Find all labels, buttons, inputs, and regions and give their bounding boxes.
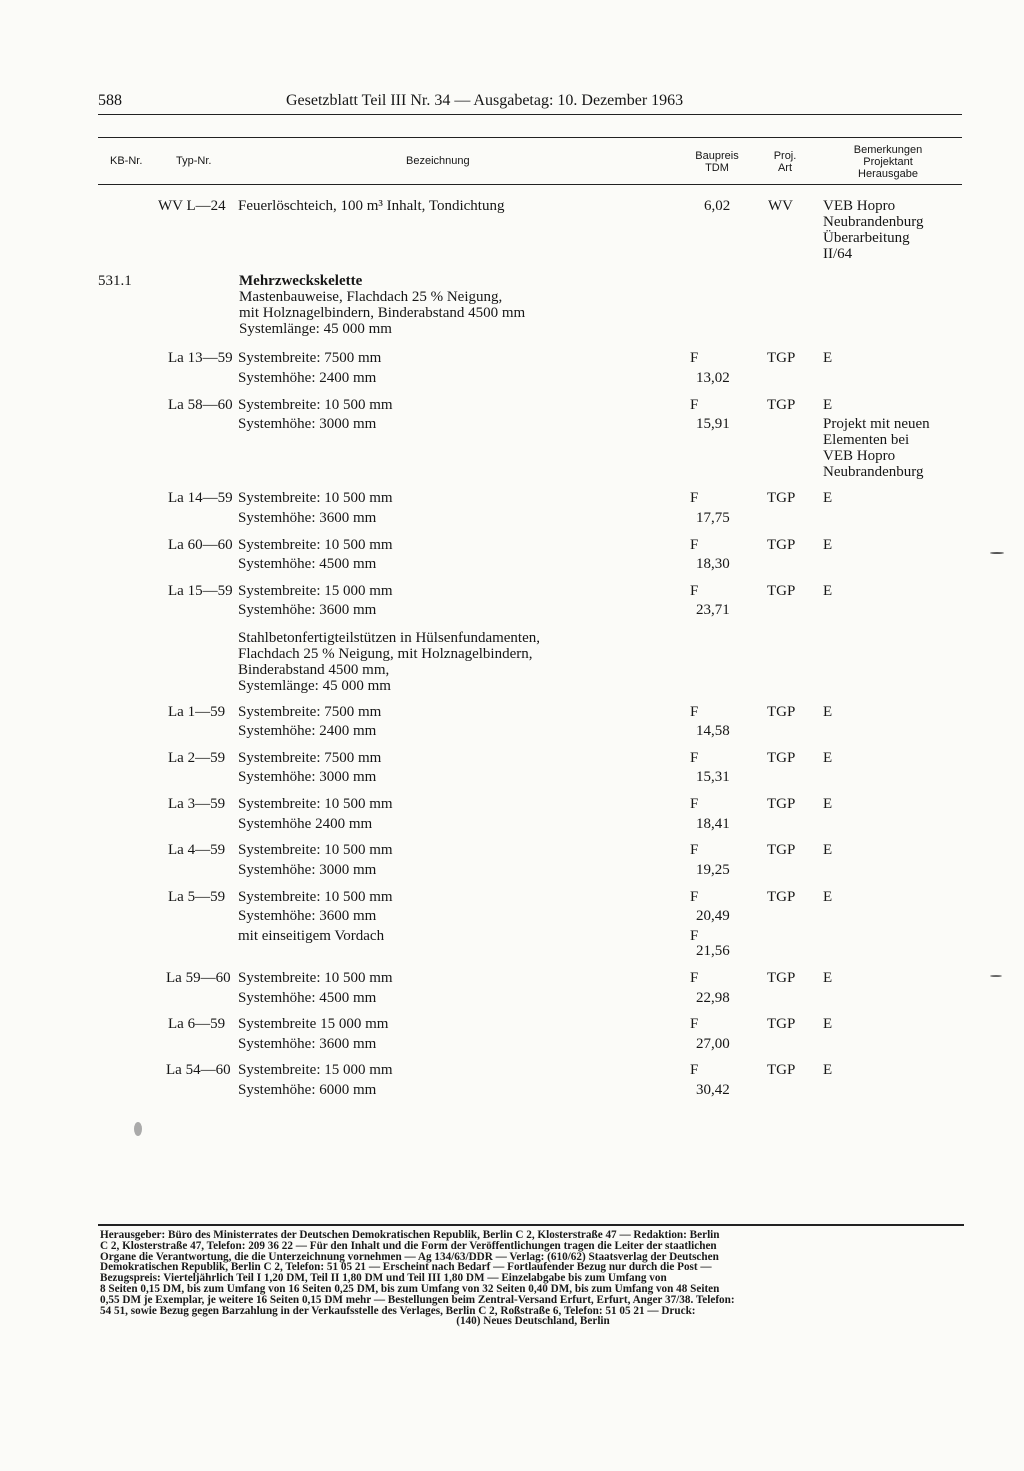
- row-bem: E: [823, 842, 833, 858]
- col-bemerkungen-line2: Projektant: [863, 156, 913, 168]
- row-art: TGP: [767, 842, 796, 858]
- row-line2: Systemhöhe: 6000 mm: [238, 1082, 377, 1098]
- row-typ: La 13—59: [168, 350, 233, 366]
- row-art: TGP: [767, 350, 796, 366]
- section-stahl-text: [238, 630, 540, 694]
- colhead-bottom-rule: [98, 184, 962, 185]
- col-bemerkungen-line3: Herausgabe: [858, 168, 918, 180]
- row-line2: Systemhöhe: 3600 mm: [238, 908, 377, 924]
- col-baupreis-line2: TDM: [705, 162, 729, 174]
- section-531-line: Mastenbauweise, Flachdach 25 % Neigung,: [239, 289, 503, 305]
- wvl24-bemerkung-line: VEB Hopro: [823, 198, 896, 214]
- section-531-line: mit Holznagelbindern, Binderabstand 4500 mm: [239, 305, 526, 321]
- row-f: F: [690, 397, 699, 413]
- row-f: F: [690, 1016, 699, 1032]
- row-line2: Systemhöhe: 2400 mm: [238, 723, 377, 739]
- la5860-note-line: Elementen bei: [823, 432, 910, 448]
- footer-line: C 2, Klosterstraße 47, Telefon: 209 36 22 — Für den Inhalt und die Form der Veröffentlichungen tragen die Leiter der staatlichen: [100, 1239, 717, 1252]
- row-typ: La 5—59: [168, 889, 226, 905]
- col-proj-art-line2: Art: [777, 162, 793, 174]
- row-f: F: [690, 750, 699, 766]
- row-typ: La 54—60: [166, 1062, 231, 1078]
- row-typ: La 6—59: [168, 1016, 226, 1032]
- row-typ: La 15—59: [168, 583, 233, 599]
- row-f: F: [690, 796, 699, 812]
- section-531-line: Systemlänge: 45 000 mm: [239, 321, 392, 337]
- row-f: F: [690, 490, 699, 506]
- row-preis: 18,30: [696, 556, 730, 572]
- row-line2: Systemhöhe 2400 mm: [238, 816, 373, 832]
- row-art: TGP: [767, 490, 796, 506]
- row-line1: Systembreite: 10 500 mm: [238, 889, 393, 905]
- row-bem: E: [823, 889, 833, 905]
- row-line1: Systembreite: 7500 mm: [238, 750, 382, 766]
- la5860-note-line: Neubrandenburg: [823, 464, 924, 480]
- row-art: TGP: [767, 397, 796, 413]
- row-line1: Systembreite: 10 500 mm: [238, 970, 393, 986]
- row-line2: Systemhöhe: 3600 mm: [238, 510, 377, 526]
- la5860-note-line: Projekt mit neuen: [823, 416, 930, 432]
- row-typ: La 58—60: [168, 397, 233, 413]
- row-preis: 19,25: [696, 862, 730, 878]
- kb-nr-531: 531.1: [98, 273, 132, 289]
- row-line2: Systemhöhe: 3600 mm: [238, 1036, 377, 1052]
- wvl24-bemerkung-line: II/64: [823, 246, 853, 262]
- row-line1: Systembreite: 10 500 mm: [238, 537, 393, 553]
- row-preis: 22,98: [696, 990, 730, 1006]
- row-bem: E: [823, 796, 833, 812]
- col-proj-art-line1: Proj.: [773, 150, 797, 162]
- row-art: TGP: [767, 970, 796, 986]
- row-bem: E: [823, 704, 833, 720]
- section-531-title: Mehrzweckskelette: [239, 273, 363, 289]
- row-preis: 23,71: [696, 602, 730, 618]
- row-bem: E: [823, 490, 833, 506]
- scan-speck: [990, 552, 1004, 554]
- row-typ: La 59—60: [166, 970, 231, 986]
- row-bem: E: [823, 970, 833, 986]
- col-bemerkungen: [838, 144, 938, 180]
- row-line2: Systemhöhe: 2400 mm: [238, 370, 377, 386]
- wvl24-bemerkung-line: Überarbeitung: [823, 230, 910, 246]
- scan-speck: [990, 975, 1002, 977]
- row-bem: E: [823, 537, 833, 553]
- section-stahl-line: Flachdach 25 % Neigung, mit Holznagelbindern,: [238, 646, 533, 662]
- wvl24-bezeichnung: Feuerlöschteich, 100 m³ Inhalt, Tondichtung: [238, 198, 505, 214]
- row-line1: Systembreite 15 000 mm: [238, 1016, 389, 1032]
- row-line1: Systembreite: 7500 mm: [238, 350, 382, 366]
- row-bem: E: [823, 1016, 833, 1032]
- row-f: F: [690, 889, 699, 905]
- row-typ: La 3—59: [168, 796, 226, 812]
- section-stahl-line: Stahlbetonfertigteilstützen in Hülsenfundamenten,: [238, 630, 541, 646]
- row-line2: Systemhöhe: 3000 mm: [238, 769, 377, 785]
- col-typ-nr: Typ-Nr.: [176, 155, 212, 167]
- colhead-top-rule: [98, 137, 962, 138]
- footer-last-line: (140) Neues Deutschland, Berlin: [456, 1315, 610, 1328]
- header-rule: [98, 114, 962, 115]
- row-line1: Systembreite: 10 500 mm: [238, 796, 393, 812]
- col-kb-nr: KB-Nr.: [110, 155, 143, 167]
- col-baupreis: [682, 150, 752, 174]
- footer-line: 0,55 DM je Exemplar, je weitere 16 Seiten 0,15 DM mehr — Bestellungen beim Zentral-Versand Erfurt, Erfurt, Anger 37/38. Telefon:: [100, 1293, 735, 1306]
- row-bem: E: [823, 397, 833, 413]
- scan-speck: [134, 1122, 142, 1136]
- row-art: TGP: [767, 889, 796, 905]
- row-typ: La 14—59: [168, 490, 233, 506]
- row-f: F: [690, 1062, 699, 1078]
- col-proj-art: [762, 150, 808, 174]
- row-typ: La 60—60: [168, 537, 233, 553]
- row-line2: Systemhöhe: 4500 mm: [238, 990, 377, 1006]
- row-art: TGP: [767, 537, 796, 553]
- row-line1: Systembreite: 15 000 mm: [238, 583, 393, 599]
- page-number: 588: [98, 92, 122, 109]
- row-f: F: [690, 704, 699, 720]
- row-line2: Systemhöhe: 3600 mm: [238, 602, 377, 618]
- row-typ: La 2—59: [168, 750, 226, 766]
- row-f: F: [690, 842, 699, 858]
- la5860-note: [823, 416, 930, 480]
- footer-line: Bezugspreis: Vierteljährlich Teil I 1,20 DM, Teil II 1,80 DM und Teil III 1,80 DM — Einzelabgabe bis zum Umfang von: [100, 1272, 667, 1285]
- row-preis: 15,91: [696, 416, 730, 432]
- row-preis: 15,31: [696, 769, 730, 785]
- footer-line: 8 Seiten 0,15 DM, bis zum Umfang von 16 Seiten 0,25 DM, bis zum Umfang von 32 Seiten 0,40 DM, bis zum Umfang von 48 Seiten: [100, 1282, 720, 1295]
- row-bem: E: [823, 583, 833, 599]
- wvl24-bemerkung: [823, 198, 924, 262]
- section-stahl-line: Binderabstand 4500 mm,: [238, 662, 390, 678]
- row-art: TGP: [767, 704, 796, 720]
- footer-rule: [98, 1224, 964, 1226]
- row-art: TGP: [767, 750, 796, 766]
- row-art: TGP: [767, 1062, 796, 1078]
- row-f: F: [690, 537, 699, 553]
- footer-line: Demokratischen Republik, Berlin C 2, Telefon: 51 05 21 — Erscheint nach Bedarf — Fortlaufender Bezug nur durch die Post —: [100, 1261, 712, 1274]
- row-bem: E: [823, 750, 833, 766]
- row-preis: 14,58: [696, 723, 730, 739]
- running-title: Gesetzblatt Teil III Nr. 34 — Ausgabetag: 10. Dezember 1963: [286, 92, 684, 109]
- row-typ: La 1—59: [168, 704, 226, 720]
- row-line1: Systembreite: 10 500 mm: [238, 490, 393, 506]
- row-art: TGP: [767, 796, 796, 812]
- col-baupreis-line1: Baupreis: [695, 150, 739, 162]
- section-531-text: [239, 289, 525, 337]
- row-preis: 27,00: [696, 1036, 730, 1052]
- wvl24-art: WV: [768, 198, 793, 214]
- la559-extra-text: mit einseitigem Vordach: [238, 928, 385, 944]
- row-preis: 17,75: [696, 510, 730, 526]
- row-art: TGP: [767, 1016, 796, 1032]
- row-art: TGP: [767, 583, 796, 599]
- la559-extra-f: F: [690, 928, 699, 944]
- row-preis: 20,49: [696, 908, 730, 924]
- wvl24-preis: 6,02: [704, 198, 731, 214]
- col-bemerkungen-line1: Bemerkungen: [853, 144, 923, 156]
- la559-extra-preis: 21,56: [696, 943, 730, 959]
- la5860-note-line: VEB Hopro: [823, 448, 896, 464]
- footer-line: Organe die Verantwortung, die die Unterzeichnung vornehmen — Ag 134/63/DDR — Verlag: (610/62) Staatsverlag der Deutschen: [100, 1250, 719, 1263]
- row-f: F: [690, 350, 699, 366]
- row-line2: Systemhöhe: 4500 mm: [238, 556, 377, 572]
- section-stahl-line: Systemlänge: 45 000 mm: [238, 678, 391, 694]
- wvl24-typ: WV L—24: [158, 198, 226, 214]
- row-line2: Systemhöhe: 3000 mm: [238, 416, 377, 432]
- imprint-footer: [100, 1230, 966, 1327]
- row-line1: Systembreite: 15 000 mm: [238, 1062, 393, 1078]
- row-line1: Systembreite: 10 500 mm: [238, 397, 393, 413]
- row-line2: Systemhöhe: 3000 mm: [238, 862, 377, 878]
- row-typ: La 4—59: [168, 842, 226, 858]
- footer-line: Herausgeber: Büro des Ministerrates der Deutschen Demokratischen Republik, Berlin C 2, Klosterstraße 47 — Redaktion: Berlin: [100, 1229, 720, 1241]
- footer-line: 54 51, sowie Bezug gegen Barzahlung in der Verkaufsstelle des Verlages, Berlin C 2, Roßstraße 6, Telefon: 51 05 21 — Druck:: [100, 1304, 696, 1317]
- row-preis: 30,42: [696, 1082, 730, 1098]
- col-bezeichnung: Bezeichnung: [406, 155, 470, 167]
- row-bem: E: [823, 1062, 833, 1078]
- wvl24-bemerkung-line: Neubrandenburg: [823, 214, 924, 230]
- row-line1: Systembreite: 7500 mm: [238, 704, 382, 720]
- row-preis: 13,02: [696, 370, 730, 386]
- row-bem: E: [823, 350, 833, 366]
- row-f: F: [690, 970, 699, 986]
- row-preis: 18,41: [696, 816, 730, 832]
- row-f: F: [690, 583, 699, 599]
- row-line1: Systembreite: 10 500 mm: [238, 842, 393, 858]
